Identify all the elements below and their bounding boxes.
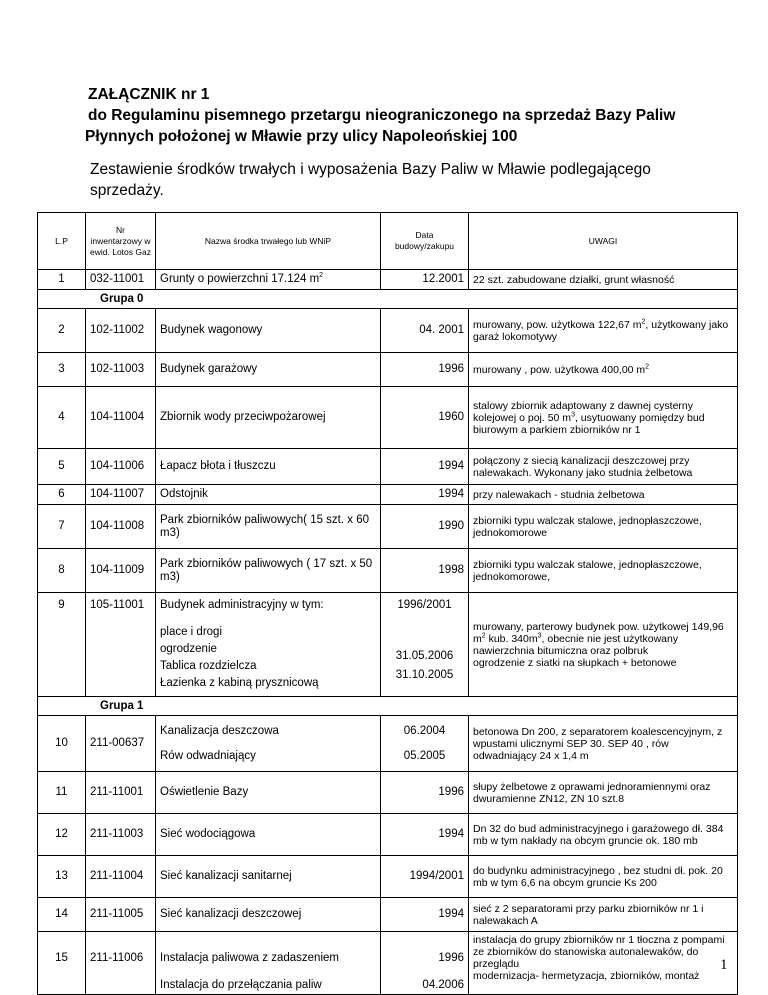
cell-name: Oświetlenie Bazy bbox=[156, 772, 381, 814]
cell-date: 1960 bbox=[381, 387, 469, 449]
cell-date: 1998 bbox=[381, 549, 469, 593]
name-text: Rów odwadniający bbox=[160, 749, 256, 762]
header-nr: Nr inwentarzowy w ewid. Lotos Gaz bbox=[86, 213, 156, 270]
cell-nr: 105-11001 bbox=[86, 593, 156, 697]
notes-text: instalacja do grupy zbiorników nr 1 tłoczna z pompami ze zbiorników do stanowiska autonalewaków, do przeglądu bbox=[473, 934, 725, 970]
table-row bbox=[38, 387, 738, 449]
notes-text: , obecnie nie jest użytkowany nawierzchnia bitumiczna oraz polbruk bbox=[473, 632, 679, 657]
cell-name: Sieć kanalizacji sanitarnej bbox=[156, 856, 381, 898]
cell-lp: 5 bbox=[38, 449, 86, 485]
superscript: 2 bbox=[645, 363, 650, 370]
notes-text: murowany, parterowy budynek pow. użytkowej 149,96 m bbox=[473, 620, 724, 645]
cell-nr: 211-11005 bbox=[86, 898, 156, 932]
cell-date bbox=[381, 593, 469, 697]
cell-notes bbox=[469, 593, 738, 697]
table-row bbox=[38, 549, 738, 593]
cell-name: Łapacz błota i tłuszczu bbox=[156, 449, 381, 485]
cell-notes: 22 szt. zabudowane działki, grunt własność bbox=[469, 270, 738, 290]
cell-name: Budynek garażowy bbox=[156, 353, 381, 387]
cell-lp: 4 bbox=[38, 387, 86, 449]
cell-nr: 104-11008 bbox=[86, 505, 156, 549]
date-text: 1996/2001 bbox=[397, 599, 452, 611]
cell-notes: słupy żelbetowe z oprawami jednoramiennymi oraz dwuramienne ZN12, ZN 10 szt.8 bbox=[469, 772, 738, 814]
cell-nr: 032-11001 bbox=[86, 270, 156, 290]
intro-paragraph: Zestawienie środków trwałych i wyposażenia Bazy Paliw w Mławie podlegającego sprzedaży. bbox=[90, 161, 651, 199]
cell-date bbox=[381, 716, 469, 772]
header-lp: L.P bbox=[38, 213, 86, 270]
cell-nr: 211-11001 bbox=[86, 772, 156, 814]
cell-notes: do budynku administracyjnego , bez studni dł. pok. 20 mb w tym 6,6 na obcym gruncie Ks 200 bbox=[469, 856, 738, 898]
cell-notes: sieć z 2 separatorami przy parku zbiorników nr 1 i nalewakach A bbox=[469, 898, 738, 932]
cell-date: 1994 bbox=[381, 814, 469, 856]
cell-lp: 9 bbox=[38, 593, 86, 697]
date-text: 1996 bbox=[438, 952, 464, 964]
cell-lp: 2 bbox=[38, 309, 86, 353]
cell-lp: 12 bbox=[38, 814, 86, 856]
superscript: 3 bbox=[537, 632, 542, 639]
cell-notes: zbiorniki typu walczak stalowe, jednopłaszczowe, jednokomorowe bbox=[469, 505, 738, 549]
header-name: Nazwa środka trwałego lub WNiP bbox=[156, 213, 381, 270]
cell-name: Odstojnik bbox=[156, 485, 381, 505]
table-row bbox=[38, 353, 738, 387]
cell-notes bbox=[469, 353, 738, 387]
cell-notes bbox=[469, 309, 738, 353]
cell-lp: 8 bbox=[38, 549, 86, 593]
cell-notes: połączony z siecią kanalizacji deszczowej przy nalewakach. Wykonany jako studnia żelbetowa bbox=[469, 449, 738, 485]
cell-nr: 104-11004 bbox=[86, 387, 156, 449]
group-row bbox=[38, 697, 738, 716]
cell-date: 04. 2001 bbox=[381, 309, 469, 353]
name-text: Kanalizacja deszczowa bbox=[160, 724, 279, 737]
cell-notes: zbiorniki typu walczak stalowe, jednopłaszczowe, jednokomorowe, bbox=[469, 549, 738, 593]
cell-date: 12.2001 bbox=[381, 270, 469, 290]
assets-table bbox=[37, 212, 738, 995]
superscript: 2 bbox=[481, 632, 486, 639]
cell-lp: 7 bbox=[38, 505, 86, 549]
document-heading bbox=[85, 84, 728, 147]
cell-date: 1994 bbox=[381, 449, 469, 485]
cell-nr: 211-00637 bbox=[86, 716, 156, 772]
cell-lp: 10 bbox=[38, 716, 86, 772]
cell-notes bbox=[469, 387, 738, 449]
cell-nr: 211-11004 bbox=[86, 856, 156, 898]
cell-nr: 104-11006 bbox=[86, 449, 156, 485]
sub-item: place i drogi bbox=[160, 626, 223, 638]
cell-notes bbox=[469, 932, 738, 995]
notes-text: ogrodzenie z siatki na słupkach + betonowe bbox=[473, 656, 677, 669]
header-date: Data budowy/zakupu bbox=[381, 213, 469, 270]
cell-date: 1994/2001 bbox=[381, 856, 469, 898]
table-row bbox=[38, 593, 738, 697]
cell-nr: 211-11006 bbox=[86, 932, 156, 995]
table-row bbox=[38, 309, 738, 353]
name-text: Budynek administracyjny w tym: bbox=[160, 599, 324, 611]
notes-text: modernizacja- hermetyzacja, zbiorników, montaż bbox=[473, 970, 700, 982]
cell-name: Zbiornik wody przeciwpożarowej bbox=[156, 387, 381, 449]
name-text: Instalacja paliwowa z zadaszeniem bbox=[160, 952, 339, 964]
table-row bbox=[38, 898, 738, 932]
table-row bbox=[38, 270, 738, 290]
cell-date: 1996 bbox=[381, 772, 469, 814]
superscript: 2 bbox=[641, 318, 646, 325]
cell-lp: 1 bbox=[38, 270, 86, 290]
cell-date: 1990 bbox=[381, 505, 469, 549]
cell-nr: 104-11009 bbox=[86, 549, 156, 593]
cell-lp: 3 bbox=[38, 353, 86, 387]
cell-nr: 102-11002 bbox=[86, 309, 156, 353]
cell-lp: 11 bbox=[38, 772, 86, 814]
cell-lp: 13 bbox=[38, 856, 86, 898]
notes-text: kub. 340m bbox=[485, 632, 538, 645]
cell-name: Park zbiorników paliwowych ( 17 szt. x 50 m3) bbox=[156, 549, 381, 593]
cell-nr: 104-11007 bbox=[86, 485, 156, 505]
table-row bbox=[38, 505, 738, 549]
cell-nr: 102-11003 bbox=[86, 353, 156, 387]
notes-text: murowany, pow. użytkowa 122,67 m bbox=[473, 318, 642, 331]
cell-name: Park zbiorników paliwowych( 15 szt. x 60 m3) bbox=[156, 505, 381, 549]
cell-lp: 14 bbox=[38, 898, 86, 932]
group-label-1: Grupa 1 bbox=[38, 697, 738, 716]
notes-text: , użytkowany jako garaż lokomotywy bbox=[473, 318, 729, 343]
heading-line-2: do Regulaminu pisemnego przetargu nieograniczonego na sprzedaż Bazy Paliw bbox=[88, 107, 676, 124]
notes-text: stalowy zbiornik adaptowany z dawnej cysterny kolejowej o poj. 50 m bbox=[473, 399, 694, 424]
heading-line-3: Płynnych położonej w Mławie przy ulicy Napoleońskiej 100 bbox=[85, 128, 518, 145]
name-text: Grunty o powierzchni 17.124 m bbox=[160, 273, 320, 285]
cell-name bbox=[156, 270, 381, 290]
cell-notes: przy nalewakach - studnia żelbetowa bbox=[469, 485, 738, 505]
header-notes: UWAGI bbox=[469, 213, 738, 270]
table-row bbox=[38, 716, 738, 772]
table-row bbox=[38, 485, 738, 505]
sub-item: ogrodzenie bbox=[160, 643, 217, 655]
table-header-row bbox=[38, 213, 738, 270]
table-row bbox=[38, 856, 738, 898]
table-row bbox=[38, 932, 738, 995]
cell-date: 1994 bbox=[381, 485, 469, 505]
heading-line-1: ZAŁĄCZNIK nr 1 bbox=[88, 86, 210, 103]
cell-date bbox=[381, 932, 469, 995]
table-row bbox=[38, 772, 738, 814]
date-text: 05.2005 bbox=[403, 749, 446, 762]
group-row bbox=[38, 290, 738, 309]
date-text: 06.2004 bbox=[403, 724, 446, 737]
date-text: 04.2006 bbox=[422, 979, 464, 991]
page-number: 1 bbox=[720, 957, 728, 973]
date-text: 31.10.2005 bbox=[395, 669, 454, 681]
table-row bbox=[38, 814, 738, 856]
cell-date: 1996 bbox=[381, 353, 469, 387]
superscript: 2 bbox=[319, 272, 324, 280]
cell-notes: Dn 32 do bud administracyjnego i garażowego dł. 384 mb w tym nakłady na obcym gruncie ok. 180 mb bbox=[469, 814, 738, 856]
superscript: 3 bbox=[571, 411, 575, 418]
table-row bbox=[38, 449, 738, 485]
notes-text: murowany , pow. użytkowa 400,00 m bbox=[473, 363, 646, 376]
group-label-0: Grupa 0 bbox=[38, 290, 738, 309]
cell-name bbox=[156, 716, 381, 772]
sub-item: Tablica rozdzielcza bbox=[160, 660, 257, 672]
cell-date: 1994 bbox=[381, 898, 469, 932]
cell-name: Budynek wagonowy bbox=[156, 309, 381, 353]
cell-name: Sieć wodociągowa bbox=[156, 814, 381, 856]
cell-notes: betonowa Dn 200, z separatorem koalescencyjnym, z wpustami ulicznymi SEP 30. SEP 40 , rów odwadniający 24 x 1,4 m bbox=[469, 716, 738, 772]
cell-lp: 15 bbox=[38, 932, 86, 995]
cell-name bbox=[156, 593, 381, 697]
cell-name: Sieć kanalizacji deszczowej bbox=[156, 898, 381, 932]
sub-item: Łazienka z kabiną prysznicową bbox=[160, 677, 319, 689]
notes-text: , usytuowany pomiędzy bud biurowym a parkiem zbiorników nr 1 bbox=[473, 411, 705, 436]
cell-name bbox=[156, 932, 381, 995]
cell-lp: 6 bbox=[38, 485, 86, 505]
cell-nr: 211-11003 bbox=[86, 814, 156, 856]
date-text: 31.05.2006 bbox=[395, 650, 454, 662]
name-text: Instalacja do przełączania paliw bbox=[160, 979, 322, 991]
